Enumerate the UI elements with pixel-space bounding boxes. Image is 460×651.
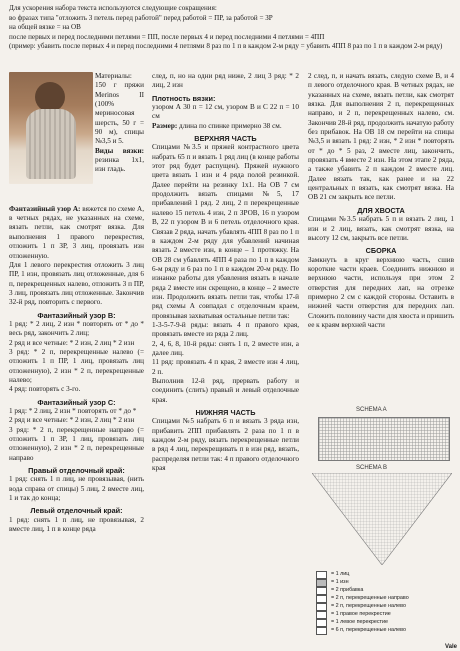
intro-line: на общей вязке = на ОВ [9, 23, 81, 32]
pattern-a-title: Фантазийный узор А: [9, 204, 81, 213]
legend-swatch [316, 603, 327, 611]
legend-swatch [316, 611, 327, 619]
density-title: Плотность вязки: [152, 93, 216, 103]
legend-swatch [316, 587, 327, 595]
upper-part-title: ВЕРХНЯЯ ЧАСТЬ [194, 134, 257, 144]
page-footer: Vale [444, 644, 457, 650]
density-text: узором А 30 п = 12 см, узором В и С 22 п = 10 см [152, 103, 299, 121]
scheme-b-label: SCHEMA B [356, 465, 388, 471]
scheme-a-grid [318, 417, 450, 461]
pattern-b-title: Фантазийный узор В: [37, 310, 116, 320]
legend-swatch [316, 595, 327, 603]
legend-row: = 1 правое перекрестие [316, 611, 456, 619]
size-title: Размер: [152, 121, 178, 130]
intro-line: после первых и перед последними петлями = ПП, после первых 4 и перед последними 4 петлями = 4ПП [9, 32, 325, 41]
lower-text: Спицами №5 набрать 6 п и вязать 3 ряда изн, прибавить 2ПП прибавлять 2 раза по 1 п в каждом 2-м ряду, вязать перекрещенные петли в ряд 4 лиц, перекрещивать п в изн ряд, вязать, распределяя петли так: 4 п правого отделочного края [152, 417, 299, 473]
assembly-text: Замкнуть в круг верхнюю часть, сшив короткие части краев. Соединить нижнюю и верхнюю части, используя при этом 2 отверстия для передних лап, на отрезке примерно 2 см с каждой стороны. Оставить в нижней части отверстия для передних лап. Сложить половину части для хвоста и пришить ее к краям верхней части [308, 255, 454, 329]
legend-row: = 2 п, перекрещенные направо [316, 595, 456, 603]
scheme-b-grid [312, 473, 452, 565]
column-2 [152, 72, 299, 473]
intro-line: Для ускорения набора текста используются следующие сокращения: [9, 4, 217, 12]
pattern-b-line: 4 ряд: повторять с 3-го. [9, 385, 81, 394]
upper-text: Выполнив 12-й ряд, прервать работу и соединить (слить) правый и левый отделочные края. [152, 377, 299, 404]
legend-row: = 2 прибавка [316, 587, 456, 595]
scheme-a-label: SCHEMA A [356, 407, 387, 413]
legend-swatch [316, 571, 327, 579]
col2-top: след, п, но на одни ряд ниже, 2 лиц 3 ряд: * 2 лиц, 2 изн [152, 72, 299, 90]
pattern-c-line: 1 ряд: * 2 лиц, 2 изн * повторять от * до * [9, 407, 137, 415]
upper-text: Спицами №3.5 и пряжей контрастного цвета набрать 65 п и вязать 1 ряд лиц (в конце работы этот ряд будет распущен). Пряжей нужного цвета вязать 1 изн и 4 ряда полой резинкой. Далее перейти на резинку 1х1. На ОВ 7 см продолжить вязать спицами №5, 17 прибавлений 1 ряд. 2 лиц, 2 п перекрещенные налево 15 петель 4 изн, 2 п ЗРОВ, 16 п узором В, 22 п узором В и 6 петель отделочного края. Связав 2 ряда, начать убавлять 4ПП 8 раз по 1 п в каждом 2-м ряду для убавлений начиная вязать 2 вместе изн, в конце – 1 протяжку. На ОВ 28 см убавлять 4ПП 4 раза по 1 п в каждом 6-м ряду и 6 раз по 1 п в каждом 20-м ряду. По изнанке работы для убавления вязать в начале ряда 2 вместе изн скрещено, в конце – 2 вместе изн. Продолжить вязать петли так, чтобы 17-й ряд схемы А совпадал с отделочным краем, провязывая захватывая остальные петли так: [152, 143, 299, 320]
tail-title: ДЛЯ ХВОСТА [357, 205, 405, 215]
pattern-b-line: 1 ряд: * 2 лиц, 2 изн * повторять от * до * весь ряд, закончить 2 лиц; [9, 319, 144, 338]
pattern-b-line: 3 ряд: * 2 п, перекрещенные налево (= отложить 1 п ПР, 1 лиц, провязать лиц отложенную), 2 изн * 2 п, перекрещенные налево; [9, 347, 144, 384]
legend-row: = 1 лиц [316, 571, 456, 579]
edge-right-title: Правый отделочный край: [28, 466, 125, 476]
upper-text: 2, 4, 6, 8, 10-й ряды: снять 1 п, 2 вместе изн, а далее лиц. [152, 339, 299, 357]
legend-row: = 6 п, перекрещенные налево [316, 627, 456, 635]
legend-row: = 2 п, перекрещенные налево [316, 603, 456, 611]
pattern-a-text-2: Для 1 левого перекрестия отложить 3 лиц ПР, 1 изн, провязать лиц отложенные, для 6 п, перекрещенных налево, отложить 3 п ПР, 3 лиц, провязать лиц отложенные. Закончив 32-й ряд, повторить с первого. [9, 260, 144, 307]
pattern-c-title: Фантазийный узор С: [37, 397, 116, 407]
edge-left-title: Левый отделочный край: [30, 506, 123, 516]
upper-text: 1-3-5-7-9-й ряды: вязать 4 п правого края, провязать вместе из ряда 2 лиц. [152, 320, 299, 339]
pattern-a-text: вяжется по схеме А, в четных рядах, не указанных на схеме, вязать петли, как смотрят вязка. Для выполнения 1 правого перекрестия, отложить 1 п ЗР, 3 лиц, провязать изн отложенную. [9, 204, 144, 260]
upper-text: 11 ряд: провязать 4 п края, 2 вместе изн 4 лиц, 2 п. [152, 358, 299, 376]
kinds-text: резинка 1х1, изн гладь. [95, 156, 144, 174]
edge-right-text: 1 ряд: снять 1 п лиц, не провязывая, (нить вода справа от спицы) 5 лиц, 2 вместе лиц, 1 и так до конца; [9, 475, 144, 503]
legend-swatch [316, 627, 327, 635]
legend-row: = 1 левое перекрестие [316, 619, 456, 627]
assembly-title: СБОРКА [365, 246, 397, 256]
kinds-title: Виды вязки: [95, 146, 144, 155]
abbreviations-intro [9, 4, 455, 52]
pattern-c-line: 3 ряд: * 2 п, перекрещенные направо (= отложить 1 п ЗР, 1 лиц, провязать лиц отложенную), 2 изн * 2 п, перекрещенные направо [9, 425, 144, 462]
lower-part-title: НИЖНЯЯ ЧАСТЬ [195, 408, 256, 418]
col3-top: 2 след, п, и начать вязать, следую схеме В, и 4 п левого отделочного края. В четных рядах, не указанных на схеме, вязать петли, как смотрят вязка. Для выполнения 2 п, перекрещенных направо, и 2 п, перекрещенных налево, см. Закончив 28-й ряд, продолжить начатую работу без прибавок. На ОВ 18 см перейти на спицы №3,5 и вязать 1 ряд: 2 изн, * 2 изн * повторять от * до * 5 раз, 2 вместе лиц, закончить, провязать 4 вместе 2 изн. На этом этапе 2 ряда, а также убавить 2 п каждом 2 вместе лиц. Далее вязать так, как ранее и на 22 центральных п вязать, как смотрят вязка. На ОВ 21 см закрыть все петли. [308, 72, 454, 202]
tail-text: Спицами №3.5 набрать 5 п и вязать 2 лиц, 1 изн и 2 лиц, вязать, как смотрят вязка, на высоту 12 см, закрыть все петли. [308, 215, 454, 242]
legend-row: = 1 изн [316, 579, 456, 587]
intro-line: во фразах типа "отложить 3 петель перед работой" перед работой = ПР, за работой = ЗР [9, 13, 273, 22]
symbol-legend [316, 571, 456, 635]
column-3 [308, 72, 454, 402]
legend-swatch [316, 619, 327, 627]
size-text: длина по спинке примерно 38 см. [179, 121, 282, 130]
legend-swatch [316, 579, 327, 587]
materials: Материалы: 150 г пряжи Merinos II (100% мериносовая шерсть, 50 г = 90 м), спицы №3,5 и 5. [95, 72, 144, 146]
pattern-c-line: 2 ряд и все четные: * 2 изн, 2 лиц * 2 изн [9, 416, 135, 425]
column-1 [9, 72, 144, 534]
edge-left-text: 1 ряд: снять 1 п лиц, не провязывая, 2 вместе лиц, 1 п в конце ряда [9, 515, 144, 534]
intro-line: (пример: убавить после первых 4 и перед последними 4 петлями 8 раз по 1 п в каждом 2-м ряду = убавить 4ПП 8 раз по 1 п в каждом 2-м ряду) [9, 42, 443, 51]
pattern-b-line: 2 ряд и все четные: * 2 изн, 2 лиц * 2 изн [9, 338, 135, 347]
